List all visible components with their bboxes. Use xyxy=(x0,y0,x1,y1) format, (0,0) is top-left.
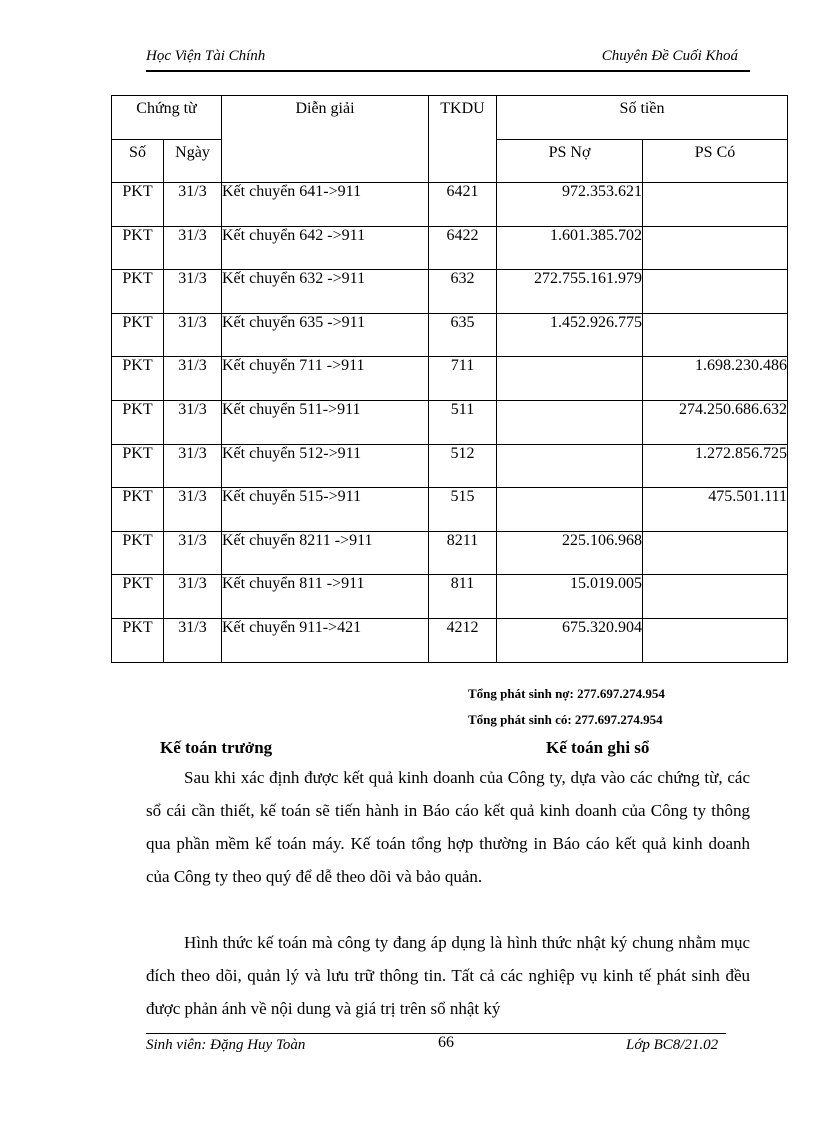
cell-ps-co: 1.698.230.486 xyxy=(643,357,788,401)
cell-so: PKT xyxy=(112,400,164,444)
cell-ps-co xyxy=(643,270,788,314)
signature-chief-accountant: Kế toán trưởng xyxy=(160,738,273,757)
table-row xyxy=(112,575,788,619)
cell-dien-giai: Kết chuyển 911->421 xyxy=(222,618,429,662)
paragraph-1-text: Sau khi xác định được kết quả kinh doanh của Công ty, dựa vào các chứng từ, các sổ cái cần thiết, kế toán sẽ tiến hành in Báo cáo kết quả kinh doanh của Công ty thông qua phần mềm kế toán máy. Kế toán tổng hợp thường in Báo cáo kết quả kinh doanh của Công ty theo quý để dễ theo dõi và bảo quản. xyxy=(146,768,750,886)
table-row xyxy=(112,400,788,444)
cell-ps-no xyxy=(497,444,643,488)
cell-ps-co: 1.272.856.725 xyxy=(643,444,788,488)
cell-so: PKT xyxy=(112,183,164,227)
cell-dien-giai: Kết chuyển 632 ->911 xyxy=(222,270,429,314)
cell-dien-giai: Kết chuyển 641->911 xyxy=(222,183,429,227)
cell-tkdu: 6422 xyxy=(429,226,497,270)
cell-dien-giai: Kết chuyển 512->911 xyxy=(222,444,429,488)
table-row xyxy=(112,270,788,314)
table-row xyxy=(112,618,788,662)
table-header-row-1 xyxy=(112,96,788,140)
header-chung-tu: Chứng từ xyxy=(112,96,222,140)
cell-dien-giai: Kết chuyển 8211 ->911 xyxy=(222,531,429,575)
header-ps-no: PS Nợ xyxy=(497,140,643,183)
cell-ps-co xyxy=(643,575,788,619)
cell-ngay: 31/3 xyxy=(164,400,222,444)
cell-so: PKT xyxy=(112,618,164,662)
cell-so: PKT xyxy=(112,357,164,401)
table-row xyxy=(112,183,788,227)
paragraph-2 xyxy=(146,926,750,1025)
cell-tkdu: 6421 xyxy=(429,183,497,227)
cell-ps-no: 225.106.968 xyxy=(497,531,643,575)
table-row xyxy=(112,357,788,401)
table-row xyxy=(112,313,788,357)
table-row xyxy=(112,531,788,575)
cell-ps-co xyxy=(643,183,788,227)
cell-ps-co xyxy=(643,313,788,357)
footer-divider xyxy=(146,1033,726,1034)
ledger-table xyxy=(111,95,788,663)
cell-dien-giai: Kết chuyển 635 ->911 xyxy=(222,313,429,357)
page-number: 66 xyxy=(438,1034,454,1051)
total-credit: Tổng phát sinh có: 277.697.274.954 xyxy=(468,712,663,727)
cell-ps-no: 972.353.621 xyxy=(497,183,643,227)
header-institution: Học Viện Tài Chính xyxy=(146,48,266,64)
cell-dien-giai: Kết chuyển 511->911 xyxy=(222,400,429,444)
footer-student: Sinh viên: Đặng Huy Toàn xyxy=(146,1037,306,1053)
cell-ps-no: 1.601.385.702 xyxy=(497,226,643,270)
cell-ngay: 31/3 xyxy=(164,313,222,357)
cell-ngay: 31/3 xyxy=(164,575,222,619)
paragraph-1 xyxy=(146,761,750,893)
cell-tkdu: 512 xyxy=(429,444,497,488)
header-so-tien: Số tiền xyxy=(497,96,788,140)
cell-so: PKT xyxy=(112,313,164,357)
page-header xyxy=(146,48,750,70)
header-so: Số xyxy=(112,140,164,183)
cell-tkdu: 711 xyxy=(429,357,497,401)
cell-ps-no xyxy=(497,357,643,401)
cell-ngay: 31/3 xyxy=(164,488,222,532)
cell-ngay: 31/3 xyxy=(164,444,222,488)
signature-bookkeeper: Kế toán ghi sổ xyxy=(546,738,650,757)
cell-ngay: 31/3 xyxy=(164,183,222,227)
cell-ngay: 31/3 xyxy=(164,270,222,314)
cell-ps-co xyxy=(643,226,788,270)
cell-tkdu: 4212 xyxy=(429,618,497,662)
cell-dien-giai: Kết chuyển 642 ->911 xyxy=(222,226,429,270)
cell-tkdu: 811 xyxy=(429,575,497,619)
cell-dien-giai: Kết chuyển 711 ->911 xyxy=(222,357,429,401)
cell-ngay: 31/3 xyxy=(164,531,222,575)
cell-so: PKT xyxy=(112,270,164,314)
cell-ngay: 31/3 xyxy=(164,226,222,270)
cell-so: PKT xyxy=(112,531,164,575)
cell-so: PKT xyxy=(112,488,164,532)
cell-ps-co xyxy=(643,618,788,662)
cell-dien-giai: Kết chuyển 811 ->911 xyxy=(222,575,429,619)
table-row xyxy=(112,488,788,532)
cell-so: PKT xyxy=(112,444,164,488)
cell-ps-no: 272.755.161.979 xyxy=(497,270,643,314)
cell-ps-co: 274.250.686.632 xyxy=(643,400,788,444)
cell-ngay: 31/3 xyxy=(164,357,222,401)
cell-so: PKT xyxy=(112,226,164,270)
cell-ps-no: 1.452.926.775 xyxy=(497,313,643,357)
header-title: Chuyên Đề Cuối Khoá xyxy=(601,48,738,64)
header-ps-co: PS Có xyxy=(643,140,788,183)
cell-tkdu: 511 xyxy=(429,400,497,444)
header-divider xyxy=(146,70,750,72)
paragraph-2-text: Hình thức kế toán mà công ty đang áp dụng là hình thức nhật ký chung nhằm mục đích theo dõi, quản lý và lưu trữ thông tin. Tất cả các nghiệp vụ kinh tế phát sinh đều được phản ánh về nội dung và giá trị trên sổ nhật ký xyxy=(146,933,750,1018)
cell-ps-no xyxy=(497,400,643,444)
header-dien-giai: Diễn giải xyxy=(222,96,429,183)
total-debit: Tổng phát sinh nợ: 277.697.274.954 xyxy=(468,686,665,701)
cell-ps-co: 475.501.111 xyxy=(643,488,788,532)
header-tkdu: TKDU xyxy=(429,96,497,183)
cell-dien-giai: Kết chuyển 515->911 xyxy=(222,488,429,532)
cell-ps-co xyxy=(643,531,788,575)
cell-ngay: 31/3 xyxy=(164,618,222,662)
cell-tkdu: 515 xyxy=(429,488,497,532)
cell-ps-no: 675.320.904 xyxy=(497,618,643,662)
footer-class: Lớp BC8/21.02 xyxy=(626,1037,719,1053)
table-row xyxy=(112,444,788,488)
cell-so: PKT xyxy=(112,575,164,619)
cell-ps-no: 15.019.005 xyxy=(497,575,643,619)
cell-ps-no xyxy=(497,488,643,532)
cell-tkdu: 8211 xyxy=(429,531,497,575)
header-ngay: Ngày xyxy=(164,140,222,183)
cell-tkdu: 635 xyxy=(429,313,497,357)
cell-tkdu: 632 xyxy=(429,270,497,314)
table-row xyxy=(112,226,788,270)
